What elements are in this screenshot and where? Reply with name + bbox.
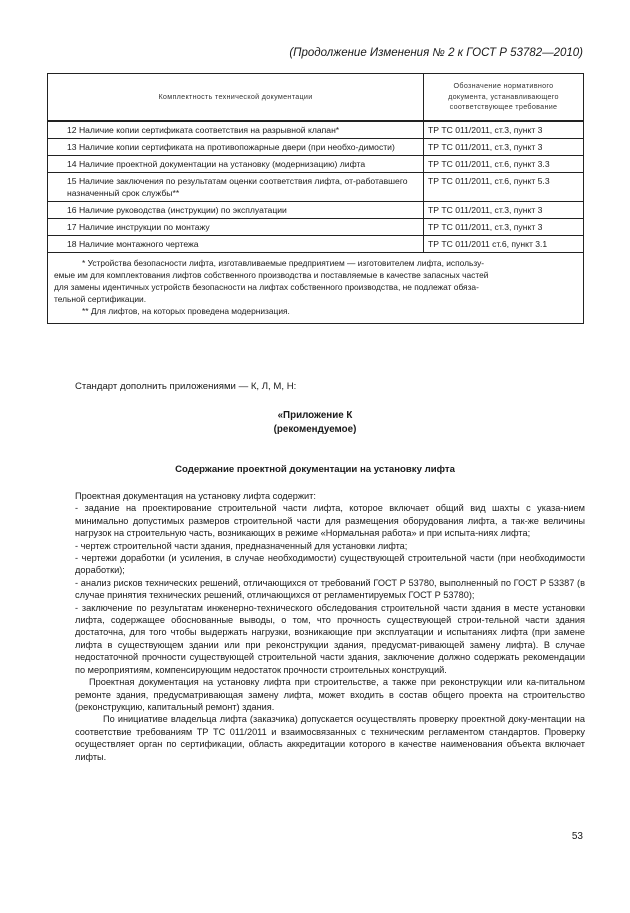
requirements-table <box>47 73 584 324</box>
paragraph: - чертежи доработки (и усиления, в случае необходимости) существующей строительной части (при необходимости доработки); <box>75 553 585 576</box>
table-row <box>48 173 584 202</box>
row-ref: ТР ТС 011/2011, ст.3, пункт 3 <box>424 121 584 139</box>
row-ref: ТР ТС 011/2011 ст.6, пункт 3.1 <box>424 236 584 253</box>
row-text: 16 Наличие руководства (инструкции) по эксплуатации <box>48 202 424 219</box>
col-header-line: документа, устанавливающего <box>448 91 559 101</box>
col-header-line: Обозначение нормативного <box>453 81 554 91</box>
row-text: 18 Наличие монтажного чертежа <box>48 236 424 253</box>
row-text: 13 Наличие копии сертификата на противопожарные двери (при необхо-димости) <box>48 139 424 156</box>
table-row <box>48 121 584 139</box>
row-ref: ТР ТС 011/2011, ст.6, пункт 5.3 <box>424 173 584 202</box>
paragraph: Проектная документация на установку лифта содержит: <box>75 491 316 501</box>
paragraph: - заключение по результатам инженерно-технического обследования строительной части здания в месте установки лифта, содержащее обоснованные выводы, о том, что прочность существующей строи-тельной части здания достаточна, для того чтобы выдержать нагрузки, возникающие при эксплуатации и испытаниях лифта (при замене лифта в существующем здании или при реконструкции здания, предусмат-ривающей замену лифта). В случае недостаточной прочности существующей строительной части здания, заключение должно содержать рекомендации по мероприятиям, компенсирующим недостаток прочности строительных конструкций. <box>75 602 585 675</box>
table-row <box>48 236 584 253</box>
paragraph: - анализ рисков технических решений, отличающихся от требований ГОСТ Р 53780, выполненный по ГОСТ Р 53387 (в случае принятия технических решений, отличающихся от регламентируемых ГОСТ Р 53780); <box>75 577 585 601</box>
footnote-line: * Устройства безопасности лифта, изготавливаемые предприятием — изготовителем лифта, использу- <box>82 258 485 268</box>
row-text: 14 Наличие проектной документации на установку (модернизацию) лифта <box>48 156 424 173</box>
footnote-line: для замены идентичных устройств безопасности на лифтах собственного производства, не подлежат обяза- <box>54 282 479 292</box>
row-ref: ТР ТС 011/2011, ст.3, пункт 3 <box>424 202 584 219</box>
row-text: 15 Наличие заключения по результатам оценки соответствия лифта, от-работавшего назначенный срок службы** <box>48 173 424 202</box>
appendix-heading <box>0 409 630 437</box>
page-number: 53 <box>571 831 583 842</box>
paragraph: Проектная документация на установку лифта при строительстве, а также при реконструкции или ка-питальном ремонте здания, предусматривающая замену лифта, может входить в состав общего проекта на строительство (реконструкцию, капитальный ремонт) здания. <box>75 677 585 712</box>
section-title: Содержание проектной документации на установку лифта <box>175 464 455 475</box>
col-header-line: соответствующее требование <box>449 102 558 112</box>
row-ref: ТР ТС 011/2011, ст.3, пункт 3 <box>424 219 584 236</box>
amendment-text: Стандарт дополнить приложениями — К, Л, М, Н: <box>75 381 297 392</box>
appendix-title: «Приложение К <box>277 410 353 421</box>
running-header: (Продолжение Изменения № 2 к ГОСТ Р 53782—2010) <box>289 47 583 59</box>
footnote-line: ** Для лифтов, на которых проведена модернизация. <box>82 306 290 316</box>
footnote-line: тельной сертификации. <box>54 294 147 304</box>
paragraph: - задание на проектирование строительной части лифта, которое включает общий вид шахты с указа-нием минимально допустимых размеров строительной части для размещения оборудования лифта, а так-же величины нагрузок на строительную часть, возникающих в режиме «Нормальная работа» и при испыта-ниях лифта; <box>75 503 585 539</box>
paragraph: По инициативе владельца лифта (заказчика) допускается осуществлять проверку проектной доку-ментации на соответствие требованиям ТР ТС 011/2011 и взаимосвязанных с техническим регламентом стандартов. Проверку осуществляет орган по сертификации, область аккредитации которого в качестве наименования объекта включает лифты. <box>75 714 585 762</box>
table-row <box>48 202 584 219</box>
row-text: 12 Наличие копии сертификата соответствия на разрывной клапан* <box>48 121 424 139</box>
row-ref: ТР ТС 011/2011, ст.6, пункт 3.3 <box>424 156 584 173</box>
appendix-subtitle: (рекомендуемое) <box>273 424 357 435</box>
table-row <box>48 156 584 173</box>
col-header-documentation: Комплектность технической документации <box>48 74 424 122</box>
footnote-row <box>48 253 584 324</box>
table-row <box>48 219 584 236</box>
footnote-line: емые им для комплектования лифтов собственного производства и поставляемые в качестве запасных частей <box>54 270 489 280</box>
table-footnotes <box>48 253 584 324</box>
table-header-row <box>48 74 584 122</box>
col-header-normative <box>424 74 584 122</box>
paragraph: - чертеж строительной части здания, предназначенный для установки лифта; <box>75 540 408 551</box>
table-row <box>48 139 584 156</box>
body-text <box>75 490 585 763</box>
row-text: 17 Наличие инструкции по монтажу <box>48 219 424 236</box>
row-ref: ТР ТС 011/2011, ст.3, пункт 3 <box>424 139 584 156</box>
